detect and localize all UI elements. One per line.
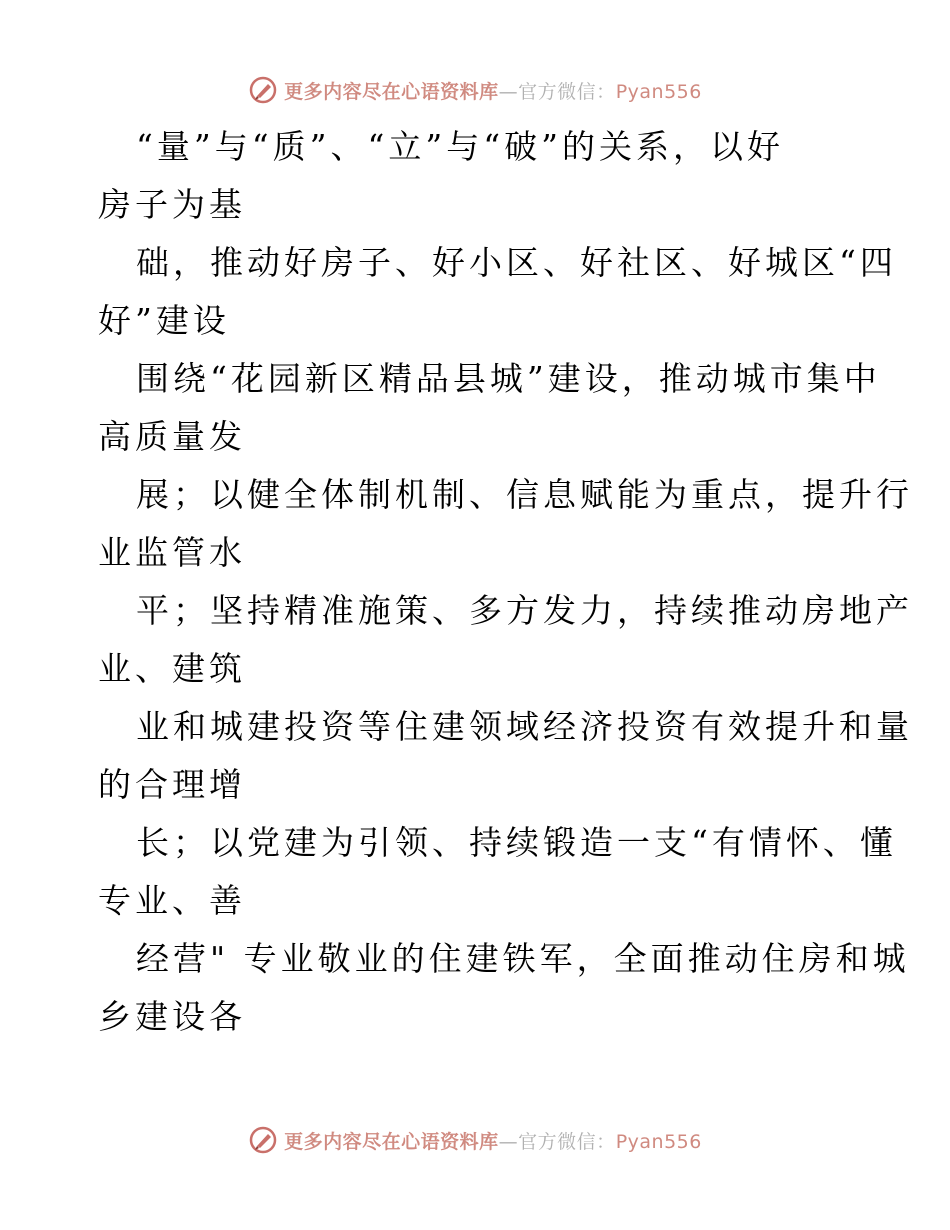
watermark-main: 更多内容尽在心语资料库 — [284, 80, 499, 103]
body-line: 平；坚持精准施策、多方发力，持续推动房地产 — [136, 591, 913, 630]
body-line: 乡建设各 — [98, 997, 246, 1036]
body-line: 业、建筑 — [98, 649, 246, 688]
body-line: 业监管水 — [98, 533, 246, 572]
body-line: 专业、善 — [98, 881, 246, 920]
body-line: 础，推动好房子、好小区、好社区、好城区“四 — [136, 243, 897, 282]
body-line: “量”与“质”、“立”与“破”的关系，以好 — [136, 127, 784, 166]
watermark-sub: 官方微信： — [518, 80, 616, 103]
body-line: 长；以党建为引领、持续锻造一支“有情怀、懂 — [136, 823, 897, 862]
body-line: 经营" 专业敬业的住建铁军，全面推动住房和城 — [136, 939, 910, 978]
body-line: 高质量发 — [98, 417, 246, 456]
body-line: 房子为基 — [98, 185, 246, 224]
footer-watermark — [0, 1120, 950, 1160]
body-line: 的合理增 — [98, 765, 246, 804]
document-body — [98, 118, 913, 1046]
watermark-dash: — — [498, 80, 519, 103]
body-line: 好”建设 — [98, 301, 230, 340]
watermark-text — [284, 77, 702, 104]
watermark-id: Pyan556 — [615, 1130, 702, 1153]
watermark-sub: 官方微信： — [518, 1130, 616, 1153]
watermark-text — [284, 1127, 702, 1154]
watermark-dash: — — [498, 1130, 519, 1153]
body-line: 展；以健全体制机制、信息赋能为重点，提升行 — [136, 475, 913, 514]
pen-logo-icon — [248, 1125, 278, 1155]
watermark-id: Pyan556 — [615, 80, 702, 103]
watermark-main: 更多内容尽在心语资料库 — [284, 1130, 499, 1153]
body-line: 围绕“花园新区精品县城”建设，推动城市集中 — [136, 359, 881, 398]
pen-logo-icon — [248, 75, 278, 105]
body-line: 业和城建投资等住建领域经济投资有效提升和量 — [136, 707, 913, 746]
header-watermark — [0, 70, 950, 110]
